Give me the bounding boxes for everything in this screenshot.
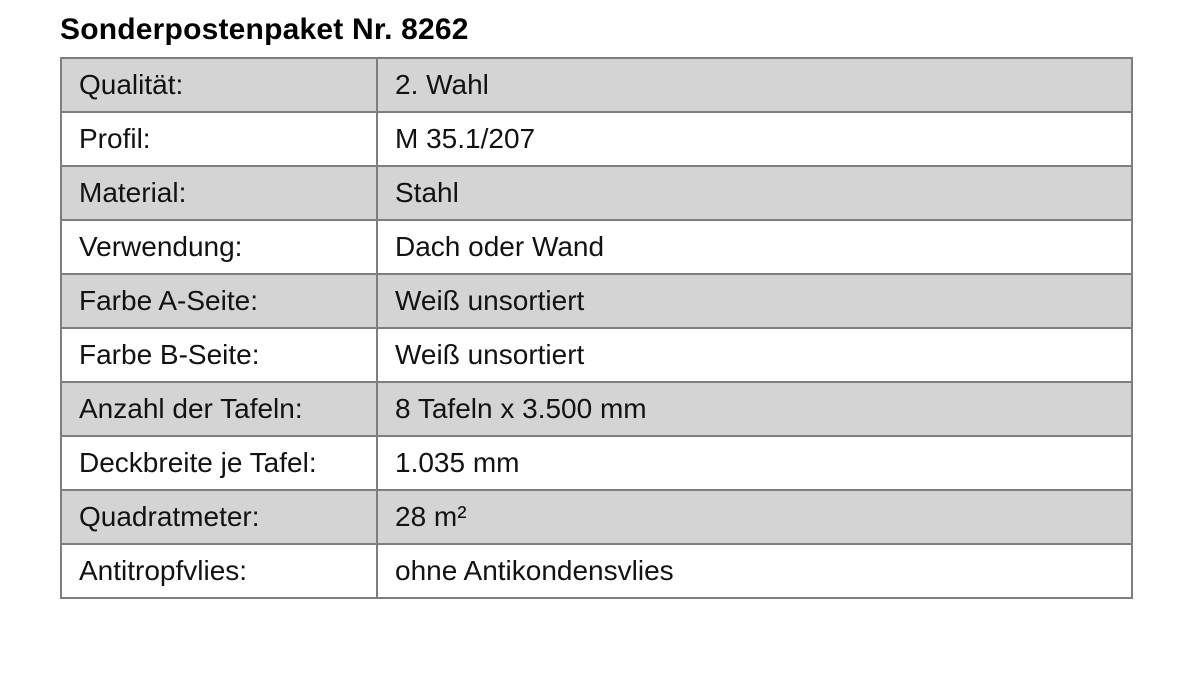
spec-label-cover-width: Deckbreite je Tafel: [61, 436, 377, 490]
spec-label-anti-drip-fleece: Antitropfvlies: [61, 544, 377, 598]
table-row [61, 544, 1132, 598]
spec-value-square-meters: 28 m² [377, 490, 1132, 544]
table-row [61, 274, 1132, 328]
spec-value-usage: Dach oder Wand [377, 220, 1132, 274]
spec-value-material: Stahl [377, 166, 1132, 220]
spec-label-profile: Profil: [61, 112, 377, 166]
spec-label-usage: Verwendung: [61, 220, 377, 274]
table-row [61, 328, 1132, 382]
spec-value-color-b-side: Weiß unsortiert [377, 328, 1132, 382]
spec-value-color-a-side: Weiß unsortiert [377, 274, 1132, 328]
spec-label-square-meters: Quadratmeter: [61, 490, 377, 544]
table-row [61, 382, 1132, 436]
spec-value-cover-width: 1.035 mm [377, 436, 1132, 490]
table-row [61, 58, 1132, 112]
spec-label-color-a-side: Farbe A-Seite: [61, 274, 377, 328]
table-row [61, 436, 1132, 490]
table-row [61, 112, 1132, 166]
spec-value-quality: 2. Wahl [377, 58, 1132, 112]
spec-label-panel-count: Anzahl der Tafeln: [61, 382, 377, 436]
table-row [61, 220, 1132, 274]
spec-label-material: Material: [61, 166, 377, 220]
table-row [61, 490, 1132, 544]
spec-value-panel-count: 8 Tafeln x 3.500 mm [377, 382, 1132, 436]
spec-table [60, 57, 1133, 599]
spec-label-color-b-side: Farbe B-Seite: [61, 328, 377, 382]
spec-value-anti-drip-fleece: ohne Antikondensvlies [377, 544, 1132, 598]
spec-value-profile: M 35.1/207 [377, 112, 1132, 166]
table-row [61, 166, 1132, 220]
spec-label-quality: Qualität: [61, 58, 377, 112]
page-title: Sonderpostenpaket Nr. 8262 [60, 13, 469, 46]
